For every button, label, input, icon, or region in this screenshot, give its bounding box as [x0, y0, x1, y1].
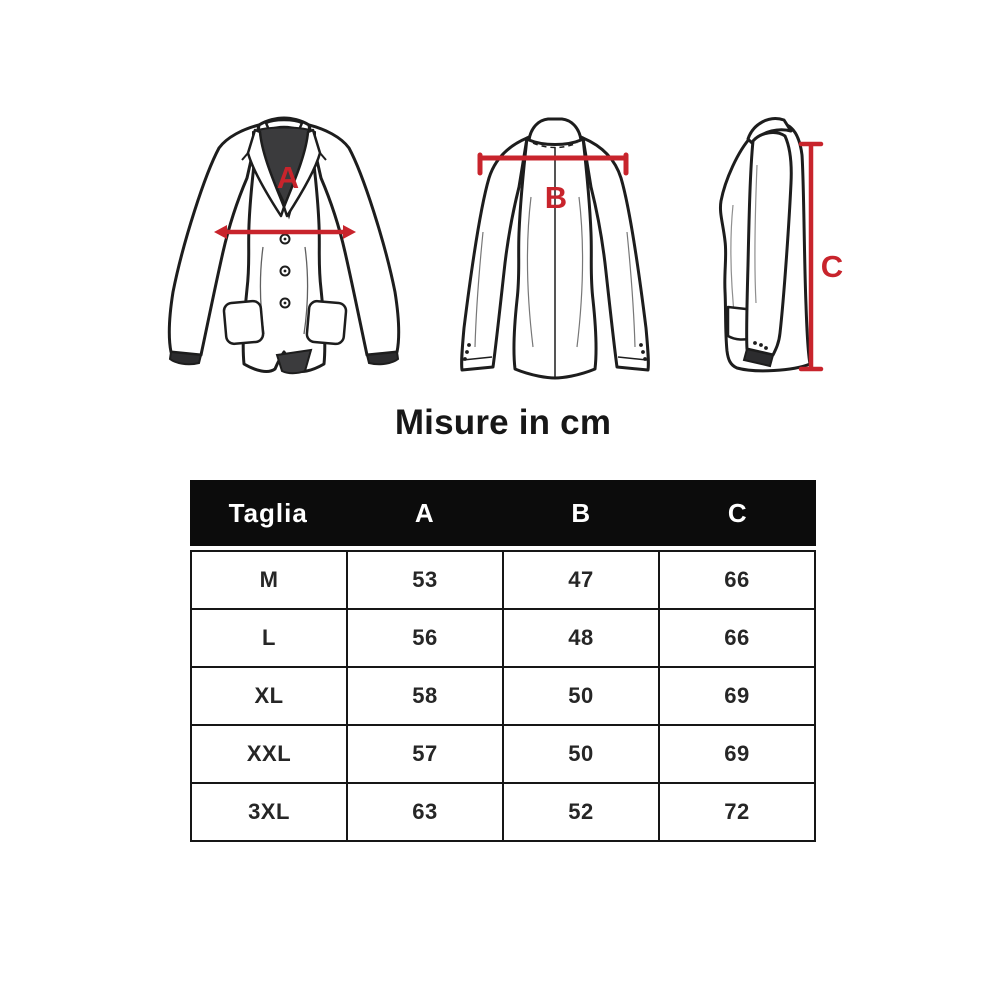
header-cell-c: C: [727, 497, 748, 528]
size-chart-table: [190, 480, 816, 842]
table-row: [192, 610, 814, 668]
cell-c: 69: [724, 683, 750, 708]
table-body: [190, 550, 816, 842]
header-cell-taglia: Taglia: [228, 497, 308, 528]
cell-a: 56: [348, 610, 504, 666]
front-left-cuff: [170, 352, 201, 364]
table-row: [192, 726, 814, 784]
cell-b: 50: [504, 668, 660, 724]
cell-a: 57: [348, 726, 504, 782]
cell-c: 66: [724, 625, 750, 650]
header-cell-b: B: [571, 497, 592, 528]
back-collar: [529, 119, 581, 145]
header-cell-a: A: [414, 497, 435, 528]
table-row: [192, 668, 814, 726]
table-row: [192, 784, 814, 840]
cell-b: 48: [504, 610, 660, 666]
table-header-row: [190, 480, 816, 546]
cell-b: 52: [504, 784, 660, 840]
front-left-pocket: [223, 300, 263, 344]
measurement-c-label: C: [820, 249, 844, 284]
cell-size: L: [192, 610, 348, 666]
cell-a: 63: [348, 784, 504, 840]
cell-size: 3XL: [192, 784, 348, 840]
page-title: Misure in cm: [394, 403, 612, 442]
cell-size: XXL: [192, 726, 348, 782]
cell-c: 69: [724, 741, 750, 766]
cell-b: 47: [504, 552, 660, 608]
cell-a: 53: [348, 552, 504, 608]
cell-b: 50: [504, 726, 660, 782]
measurement-b-label: B: [544, 180, 568, 215]
cell-size: M: [192, 552, 348, 608]
cell-c: 72: [724, 799, 750, 824]
cell-c: 66: [724, 567, 750, 592]
cell-size: XL: [192, 668, 348, 724]
jacket-front-view-illustration: [163, 112, 407, 384]
jacket-back-view-illustration: [435, 112, 675, 384]
front-right-cuff: [367, 352, 398, 364]
front-right-pocket: [306, 301, 346, 345]
front-hem-inner-dark: [277, 350, 311, 373]
cell-a: 58: [348, 668, 504, 724]
measurement-a-label: A: [276, 160, 300, 195]
table-row: [192, 552, 814, 610]
jacket-side-view-illustration: [695, 105, 870, 395]
